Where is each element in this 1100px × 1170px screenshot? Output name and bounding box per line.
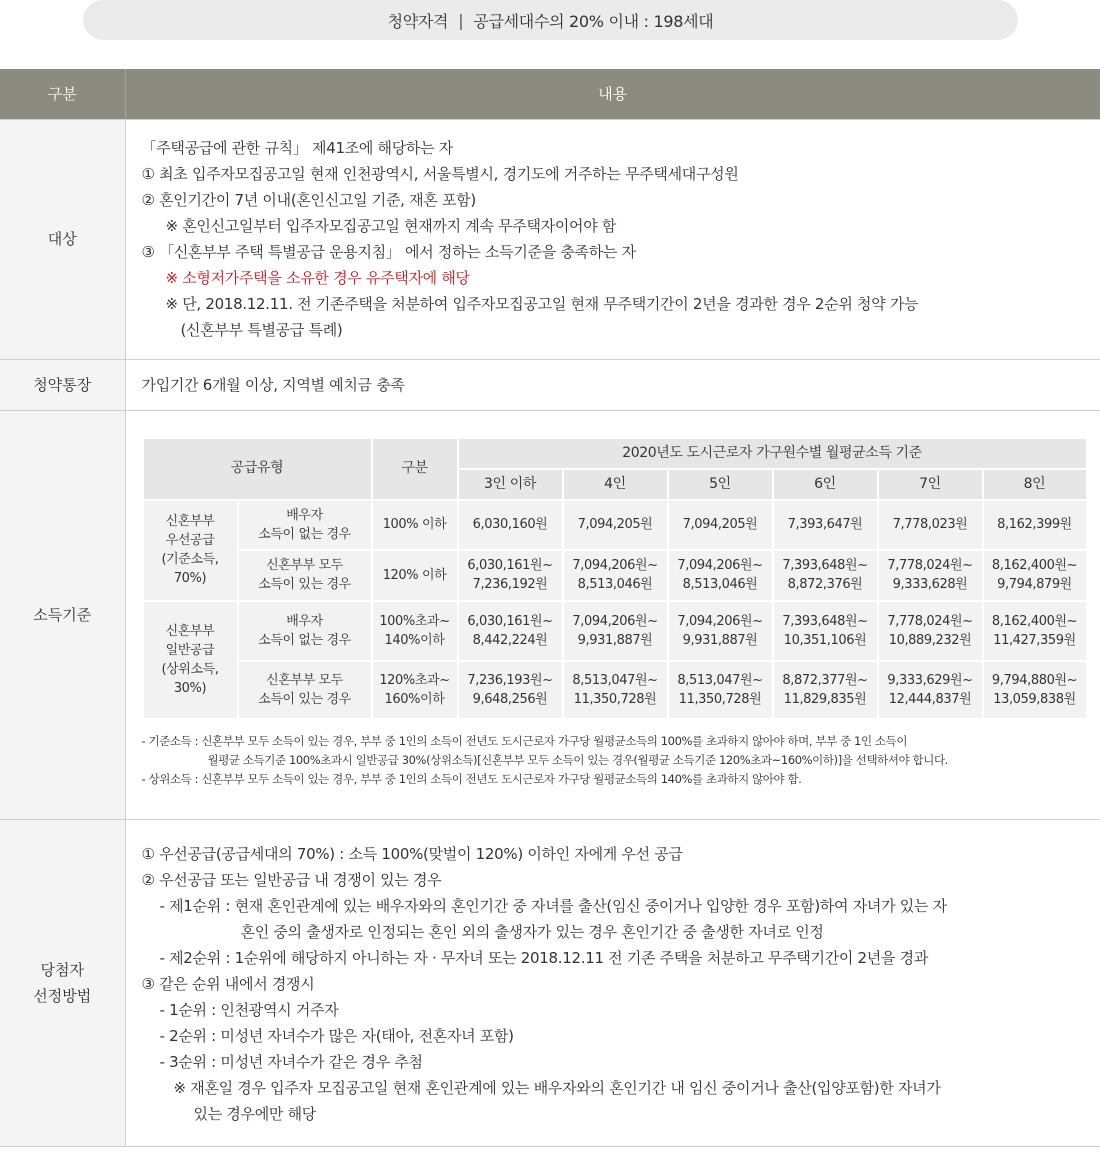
income-notes	[142, 732, 1100, 789]
income-subtype-line: 신혼부부 모두	[266, 558, 343, 573]
label-income: 소득기준	[0, 410, 125, 819]
income-value-line: 7,393,648원~	[782, 558, 868, 573]
header-household-size: 5인	[668, 469, 773, 500]
income-row	[143, 500, 1087, 550]
income-value-line: 9,648,256원	[472, 691, 548, 707]
income-ratio	[372, 550, 458, 601]
selection-line: - 2순위 : 미성년 자녀수가 많은 자(태아, 전혼자녀 포함)	[159, 1026, 514, 1045]
income-value	[668, 601, 773, 661]
income-ratio	[372, 601, 458, 661]
income-value-line: 7,094,206원~	[677, 613, 763, 629]
selection-line: - 1순위 : 인천광역시 거주자	[159, 1000, 339, 1019]
row-selection	[0, 819, 1100, 1146]
income-value-line: 9,794,879원	[997, 577, 1072, 592]
target-content	[142, 135, 1100, 343]
income-ratio-line: 120%초과~	[379, 672, 450, 688]
income-value-line: 7,094,205원	[577, 517, 653, 532]
income-value	[563, 500, 668, 550]
target-line: ① 최초 입주자모집공고일 현재 인천광역시, 서울특별시, 경기도에 거주하는 무주택세대구성원	[141, 164, 739, 183]
note-line: 월평균 소득기준 100%초과시 일반공급 30%(상위소득)[신혼부부 모두 소득이 있는 경우(월평균 소득기준 120%초과~160%이하)]을 선택하셔야 합니다.	[207, 752, 948, 767]
income-value-line: 7,393,648원~	[782, 613, 868, 629]
table-header-row	[0, 69, 1100, 119]
income-value	[983, 500, 1087, 550]
income-ratio-line: 100% 이하	[382, 517, 447, 532]
income-value-line: 7,094,206원~	[572, 558, 658, 573]
income-subtype-line: 소득이 있는 경우	[258, 577, 351, 592]
selection-line: ③ 같은 순위 내에서 경쟁시	[141, 974, 315, 993]
income-value-line: 6,030,160원	[472, 517, 548, 532]
income-value-line: 10,889,232원	[888, 632, 972, 648]
supply-group-name-line: 신혼부부	[165, 623, 215, 639]
income-value-line: 12,444,837원	[888, 691, 972, 707]
income-subtype-line: 배우자	[286, 613, 323, 629]
header-household-size: 7인	[878, 469, 983, 500]
account-text: 가입기간 6개월 이상, 지역별 예치금 충족	[141, 375, 405, 394]
supply-group-name	[143, 500, 238, 601]
income-value	[563, 550, 668, 601]
supply-group-name-line: 일반공급	[165, 642, 215, 658]
income-value	[773, 601, 878, 661]
income-value-line: 13,059,838원	[993, 691, 1076, 707]
income-value-line: 8,513,046원	[577, 577, 653, 592]
income-ratio	[372, 500, 458, 550]
income-value	[668, 500, 773, 550]
qualification-table	[0, 69, 1100, 1147]
income-value-line: 11,427,359원	[993, 632, 1076, 648]
income-ratio	[372, 661, 458, 719]
qualification-banner	[83, 0, 1018, 40]
note-line: - 기준소득 : 신혼부부 모두 소득이 있는 경우, 부부 중 1인의 소득이 전년도 도시근로자 가구당 월평균소득의 100%를 초과하지 않아야 하며, 부부 중 1인 소득이	[141, 733, 908, 748]
income-value-line: 8,162,399원	[997, 517, 1072, 532]
income-value-line: 8,872,377원~	[782, 672, 868, 688]
supply-group-name-line: 신혼부부	[165, 514, 215, 529]
selection-line: 혼인 중의 출생자로 인정되는 혼인 외의 출생자가 있는 경우 혼인기간 중 출생한 자녀로 인정	[240, 922, 824, 941]
income-value	[983, 601, 1087, 661]
income-value-line: 11,829,835원	[783, 691, 867, 707]
banner-quota: 공급세대수의 20% 이내 : 198세대	[473, 11, 714, 31]
income-value	[878, 661, 983, 719]
label-selection-line: 선정방법	[33, 986, 92, 1005]
income-row	[143, 601, 1087, 661]
income-value	[773, 550, 878, 601]
income-subtype	[238, 661, 372, 719]
target-line: ※ 혼인신고일부터 입주자모집공고일 현재까지 계속 무주택자이어야 함	[165, 216, 617, 235]
selection-line: - 3순위 : 미성년 자녀수가 같은 경우 추첨	[159, 1052, 423, 1071]
selection-line: ② 우선공급 또는 일반공급 내 경쟁이 있는 경우	[141, 870, 442, 889]
income-value	[878, 601, 983, 661]
income-value-line: 7,778,023원	[892, 517, 968, 532]
income-row	[143, 661, 1087, 719]
income-value-line: 8,513,047원~	[572, 672, 658, 688]
income-value-line: 7,236,193원~	[467, 672, 553, 688]
income-value-line: 8,872,376원	[787, 577, 863, 592]
income-value-line: 11,350,728원	[678, 691, 762, 707]
income-subtype-line: 소득이 없는 경우	[258, 632, 351, 648]
income-subtype-line: 배우자	[286, 507, 323, 523]
income-value	[458, 601, 563, 661]
income-value-line: 7,094,206원~	[677, 558, 763, 573]
label-selection	[0, 819, 125, 1146]
income-value	[983, 661, 1087, 719]
income-ratio-line: 120% 이하	[382, 567, 447, 583]
selection-line: ① 우선공급(공급세대의 70%) : 소득 100%(맞벌이 120%) 이하인 자에게 우선 공급	[141, 844, 683, 863]
income-value	[773, 661, 878, 719]
income-value	[458, 500, 563, 550]
income-subtype	[238, 601, 372, 661]
income-value	[563, 661, 668, 719]
banner-separator: |	[458, 10, 464, 30]
row-income	[0, 410, 1100, 819]
income-value	[458, 661, 563, 719]
header-category: 구분	[0, 69, 125, 119]
income-value-line: 8,442,224원	[472, 632, 548, 648]
income-value-line: 7,778,024원~	[887, 558, 973, 573]
supply-group-name-line: 70%)	[173, 571, 207, 586]
income-value-line: 6,030,161원~	[467, 558, 553, 573]
row-target	[0, 119, 1100, 359]
income-subtype-line: 신혼부부 모두	[266, 672, 343, 688]
income-table	[142, 437, 1088, 720]
income-value	[773, 500, 878, 550]
income-value	[878, 500, 983, 550]
header-household-size: 3인 이하	[458, 469, 563, 500]
selection-line: - 제2순위 : 1순위에 해당하지 아니하는 자 · 무자녀 또는 2018.12.11 전 기존 주택을 처분하고 무주택기간이 2년을 경과	[159, 948, 929, 967]
header-content: 내용	[125, 69, 1100, 119]
target-line: 「주택공급에 관한 규칙」 제41조에 해당하는 자	[141, 138, 453, 157]
selection-line: - 제1순위 : 현재 혼인관계에 있는 배우자와의 혼인기간 중 자녀를 출산(임신 중이거나 입양한 경우 포함)하여 자녀가 있는 자	[159, 896, 947, 915]
income-ratio-line: 140%이하	[384, 632, 445, 648]
income-value-line: 7,094,206원~	[572, 613, 658, 629]
income-value-line: 7,236,192원	[472, 577, 548, 592]
target-warning: ※ 소형저가주택을 소유한 경우 유주택자에 해당	[165, 268, 470, 287]
income-ratio-line: 100%초과~	[379, 613, 450, 629]
income-value-line: 8,513,047원~	[677, 672, 763, 688]
income-value-line: 7,094,205원	[682, 517, 758, 532]
income-value-line: 9,333,629원~	[887, 672, 973, 688]
banner-title: 청약자격	[387, 11, 449, 31]
income-value	[563, 601, 668, 661]
income-value-line: 10,351,106원	[783, 632, 867, 648]
income-subtype-line: 소득이 없는 경우	[258, 526, 351, 542]
income-value-line: 11,350,728원	[573, 691, 657, 707]
income-value-line: 7,778,024원~	[887, 613, 973, 629]
target-line: ③ 「신혼부부 주택 특별공급 운용지침」 에서 정하는 소득기준을 충족하는 자	[141, 242, 636, 261]
header-household-size: 8인	[983, 469, 1087, 500]
selection-line: ※ 재혼일 경우 입주자 모집공고일 현재 혼인관계에 있는 배우자와의 혼인기간 내 임신 중이거나 출산(입양포함)한 자녀가	[173, 1078, 941, 1097]
income-row	[143, 550, 1087, 601]
income-value-line: 9,794,880원~	[991, 672, 1078, 688]
income-subtype	[238, 500, 372, 550]
supply-group-name-line: (상위소득,	[161, 661, 219, 677]
income-value	[668, 661, 773, 719]
label-target: 대상	[0, 119, 125, 359]
supply-group-name	[143, 601, 238, 719]
income-value	[458, 550, 563, 601]
income-subtype	[238, 550, 372, 601]
row-account	[0, 359, 1100, 410]
header-supply-type: 공급유형	[143, 438, 372, 500]
target-line: ※ 단, 2018.12.11. 전 기존주택을 처분하여 입주자모집공고일 현재 무주택기간이 2년을 경과한 경우 2순위 청약 가능	[165, 294, 919, 313]
label-account: 청약통장	[0, 359, 125, 410]
target-line: (신혼부부 특별공급 특례)	[180, 320, 343, 339]
header-household-size: 6인	[773, 469, 878, 500]
selection-line: 있는 경우에만 해당	[193, 1104, 316, 1123]
income-value-line: 7,393,647원	[787, 517, 863, 532]
income-value-line: 9,931,887원	[682, 632, 758, 648]
income-subtype-line: 소득이 있는 경우	[258, 691, 351, 707]
income-value	[983, 550, 1087, 601]
income-value-line: 8,513,046원	[682, 577, 758, 592]
income-ratio-line: 160%이하	[384, 691, 445, 707]
header-income-standard: 2020년도 도시근로자 가구원수별 월평균소득 기준	[458, 438, 1087, 469]
selection-content	[142, 841, 1100, 1127]
income-value	[668, 550, 773, 601]
target-line: ② 혼인기간이 7년 이내(혼인신고일 기준, 재혼 포함)	[141, 190, 476, 209]
supply-group-name-line: 우선공급	[165, 533, 215, 548]
supply-group-name-line: (기준소득,	[161, 552, 219, 567]
header-household-size: 4인	[563, 469, 668, 500]
note-line: - 상위소득 : 신혼부부 모두 소득이 있는 경우, 부부 중 1인의 소득이 전년도 도시근로자 가구당 월평균소득의 140%를 초과하지 않아야 함.	[141, 771, 802, 786]
income-value	[878, 550, 983, 601]
supply-group-name-line: 30%)	[173, 680, 207, 696]
income-value-line: 6,030,161원~	[467, 613, 553, 629]
header-category: 구분	[372, 438, 458, 500]
income-value-line: 8,162,400원~	[991, 558, 1078, 573]
income-value-line: 9,333,628원	[892, 577, 968, 592]
label-selection-line: 당첨자	[40, 960, 84, 979]
income-value-line: 8,162,400원~	[991, 613, 1078, 629]
income-value-line: 9,931,887원	[577, 632, 653, 648]
